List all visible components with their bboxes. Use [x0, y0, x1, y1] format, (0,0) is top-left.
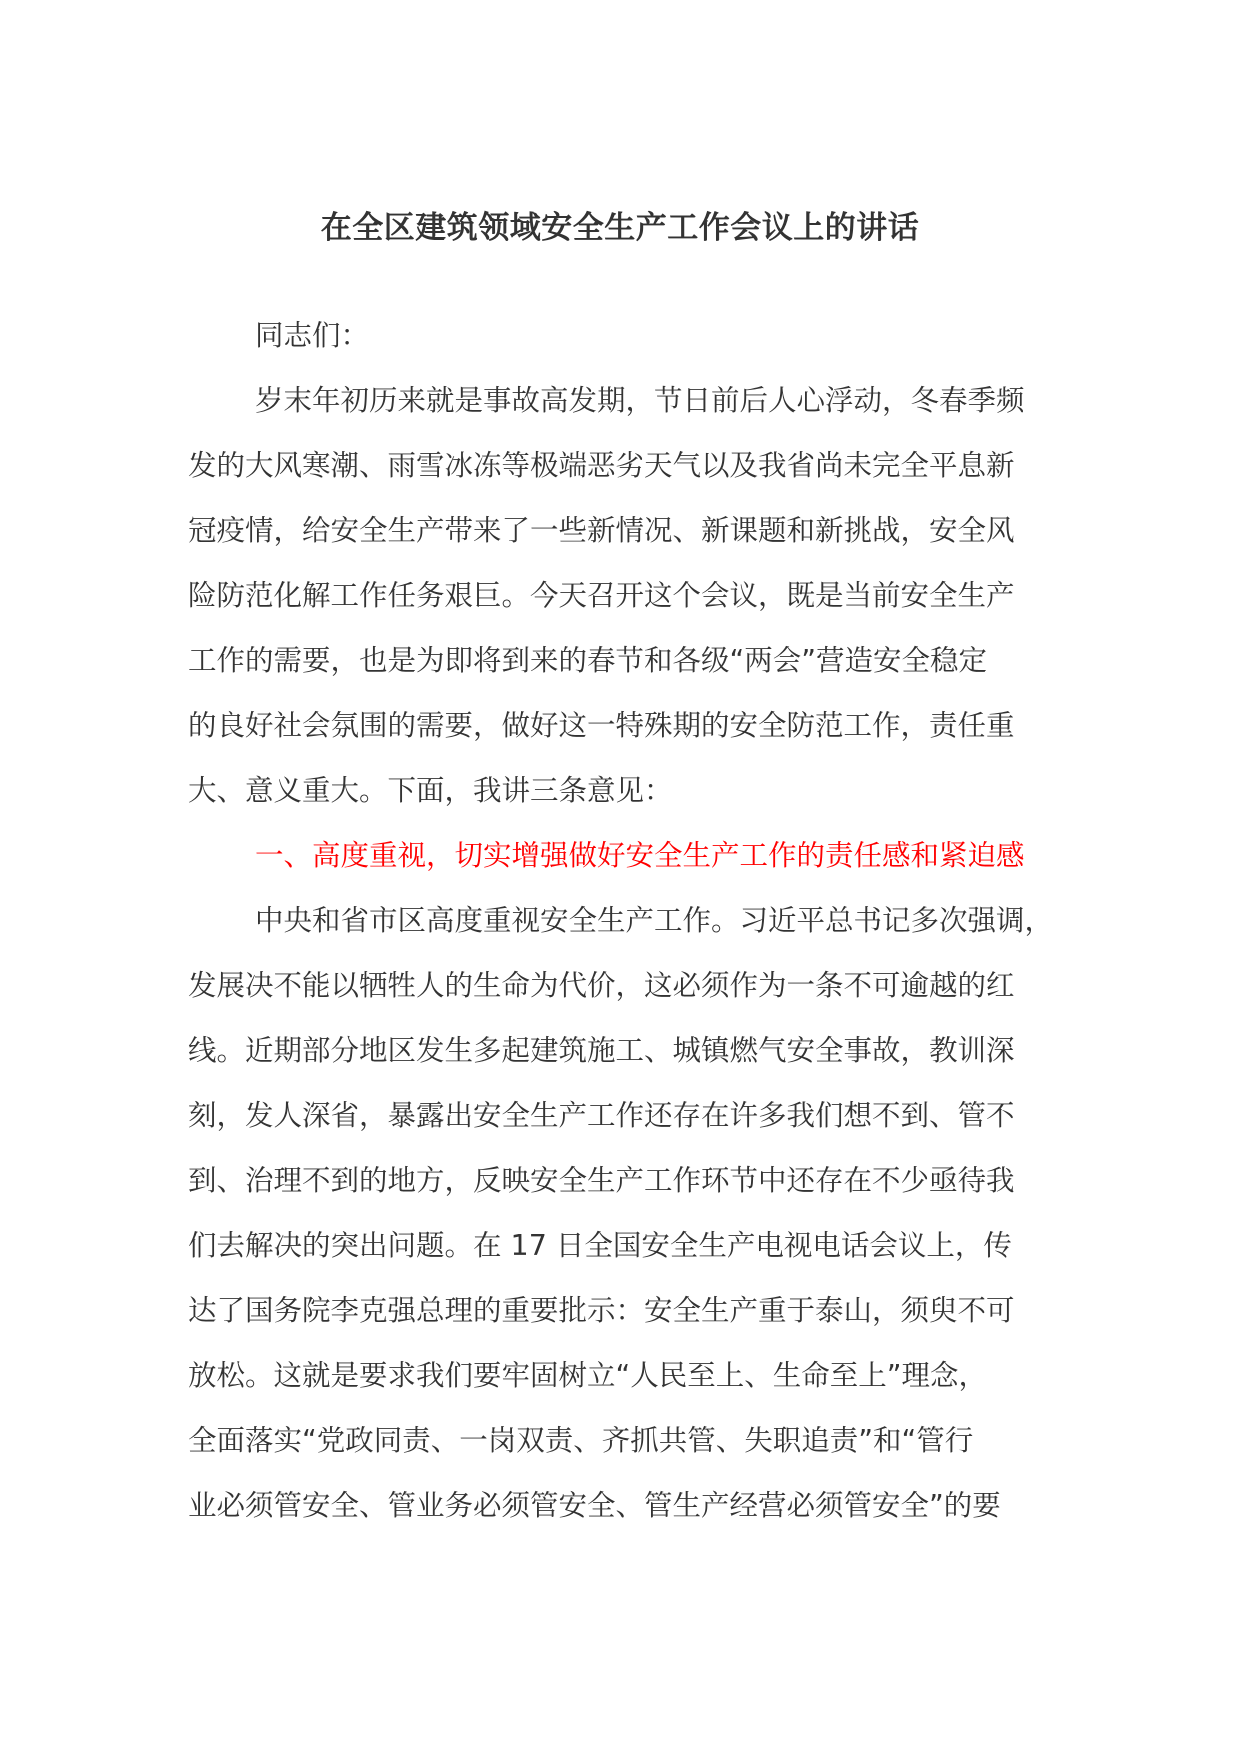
- paragraph-2-line: 们去解决的突出问题。在 17 日全国安全生产电视电话会议上，传: [188, 1229, 1012, 1262]
- section-1-heading: 一、高度重视，切实增强做好安全生产工作的责任感和紧迫感: [255, 839, 1025, 872]
- paragraph-1-line: 发的大风寒潮、雨雪冰冻等极端恶劣天气以及我省尚未完全平息新: [188, 449, 1015, 482]
- paragraph-2-line: 线。近期部分地区发生多起建筑施工、城镇燃气安全事故，教训深: [188, 1034, 1015, 1067]
- paragraph-2-line: 达了国务院李克强总理的重要批示：安全生产重于泰山，须臾不可: [188, 1294, 1015, 1327]
- paragraph-1-line: 险防范化解工作任务艰巨。今天召开这个会议，既是当前安全生产: [188, 579, 1015, 612]
- paragraph-2-line: 刻，发人深省，暴露出安全生产工作还存在许多我们想不到、管不: [188, 1099, 1015, 1132]
- document-body: [188, 303, 1058, 1538]
- paragraph-2-line: 发展决不能以牺牲人的生命为代价，这必须作为一条不可逾越的红: [188, 969, 1015, 1002]
- paragraph-1-line: 大、意义重大。下面，我讲三条意见：: [188, 774, 673, 807]
- paragraph-2-line: 业必须管安全、管业务必须管安全、管生产经营必须管安全”的要: [188, 1489, 1001, 1522]
- paragraph-2-line: 到、治理不到的地方，反映安全生产工作环节中还存在不少亟待我: [188, 1164, 1015, 1197]
- document-title: 在全区建筑领域安全生产工作会议上的讲话: [320, 210, 920, 246]
- salutation: 同志们：: [255, 319, 370, 352]
- paragraph-1-line: 冠疫情，给安全生产带来了一些新情况、新课题和新挑战，安全风: [188, 514, 1015, 547]
- paragraph-2-line: 放松。这就是要求我们要牢固树立“人民至上、生命至上”理念，: [188, 1359, 988, 1392]
- paragraph-2-line: 全面落实“党政同责、一岗双责、齐抓共管、失职追责”和“管行: [188, 1424, 974, 1457]
- paragraph-2-line: 中央和省市区高度重视安全生产工作。习近平总书记多次强调，: [255, 904, 1054, 937]
- paragraph-1-line: 的良好社会氛围的需要，做好这一特殊期的安全防范工作，责任重: [188, 709, 1015, 742]
- paragraph-1-line: 工作的需要，也是为即将到来的春节和各级“两会”营造安全稳定: [188, 644, 988, 677]
- paragraph-1-line: 岁末年初历来就是事故高发期，节日前后人心浮动，冬春季频: [255, 384, 1025, 417]
